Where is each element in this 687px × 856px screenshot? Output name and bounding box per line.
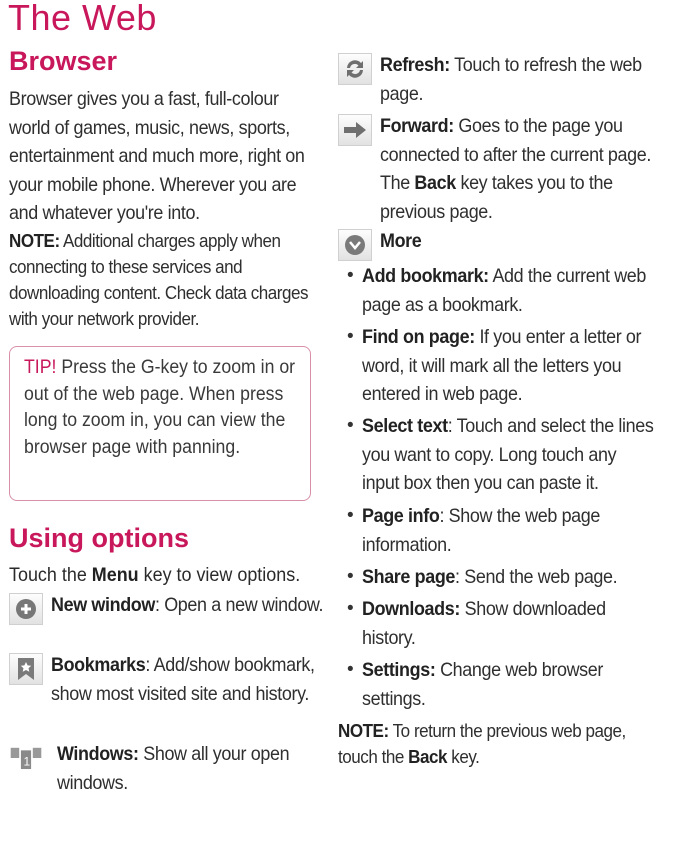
more-chevron-icon	[338, 229, 372, 261]
bullet-dot: •	[347, 265, 354, 286]
more-item-label: Downloads:	[362, 598, 460, 620]
more-item-text	[362, 563, 656, 592]
options-intro	[9, 561, 313, 589]
more-item-label: Page info	[362, 505, 440, 527]
more-item-label: Share page	[362, 566, 456, 588]
more-item-label: Find on page:	[362, 326, 475, 348]
note-label: NOTE:	[338, 720, 389, 741]
note-text: Additional charges apply when connecting to these services and downloading content. Check data charges with your network provider.	[9, 230, 309, 329]
more-item-desc: Change web browser settings.	[362, 659, 603, 710]
bookmark-star-icon	[9, 653, 43, 685]
option-desc: Open a new window.	[164, 594, 324, 616]
option-more-text	[380, 227, 656, 256]
more-item-label: Settings:	[362, 659, 436, 681]
option-desc-post: key takes you to the previous page.	[380, 172, 613, 223]
more-item-sep: :	[439, 505, 449, 527]
browser-heading: Browser	[9, 46, 118, 76]
more-item-label: Add bookmark:	[362, 265, 489, 287]
more-item-label: Select text	[362, 415, 448, 437]
more-item-desc: Add the current web page as a bookmark.	[362, 265, 647, 316]
bullet-dot: •	[347, 659, 354, 680]
plus-circle-icon	[9, 593, 43, 625]
option-label: Windows:	[57, 743, 139, 765]
option-bookmarks-text	[51, 651, 327, 708]
option-windows-text	[57, 740, 333, 797]
more-item-desc: Show the web page information.	[362, 505, 601, 556]
bullet-dot: •	[347, 598, 354, 619]
tip-box	[9, 346, 311, 501]
windows-icon	[9, 742, 43, 774]
more-item-text	[362, 412, 656, 498]
bullet-dot: •	[347, 326, 354, 347]
option-label: New window	[51, 594, 155, 616]
option-sep: :	[154, 594, 165, 616]
options-note	[338, 718, 646, 770]
option-desc: Add/show bookmark, show most visited site and history.	[51, 654, 315, 705]
more-item-text	[362, 323, 656, 409]
bullet-dot: •	[347, 415, 354, 436]
option-label: More	[380, 230, 422, 252]
options-intro-post: key to view options.	[138, 564, 301, 586]
bullet-dot: •	[347, 566, 354, 587]
menu-key: Menu	[91, 564, 139, 586]
bullet-dot: •	[347, 505, 354, 526]
more-item-sep: :	[447, 415, 457, 437]
option-desc: Show all your open windows.	[57, 743, 290, 794]
option-desc: Goes to the page you connected to after the current page. The	[380, 115, 651, 194]
option-new-window-text	[51, 591, 327, 620]
more-item-text	[362, 262, 656, 319]
option-label: Bookmarks	[51, 654, 146, 676]
svg-text:1: 1	[23, 754, 31, 769]
more-item-sep: :	[455, 566, 465, 588]
more-item-text	[362, 502, 656, 559]
page-title: The Web	[8, 0, 157, 38]
back-key: Back	[408, 746, 448, 767]
more-item-desc: If you enter a letter or word, it will mark all the letters you entered in web page.	[362, 326, 642, 405]
note-pre: To return the previous web page, touch the	[338, 720, 626, 767]
forward-arrow-icon	[338, 114, 372, 146]
option-forward-text	[380, 112, 656, 226]
more-item-desc: Show downloaded history.	[362, 598, 606, 649]
option-desc: Touch to refresh the web page.	[380, 54, 642, 105]
tip-text	[24, 355, 303, 461]
option-refresh-text	[380, 51, 656, 108]
option-label: Refresh:	[380, 54, 450, 76]
tip-body: Press the G-key to zoom in or out of the web page. When press long to zoom in, you can view the browser page with panning.	[24, 357, 296, 458]
browser-intro: Browser gives you a fast, full-colour world of games, music, news, sports, entertainment and much more, right on your mobile phone. Wherever you are and whatever you're into.	[9, 88, 305, 224]
option-sep: :	[145, 654, 154, 676]
more-item-desc: Send the web page.	[464, 566, 618, 588]
more-item-text	[362, 656, 656, 713]
options-heading: Using options	[9, 523, 189, 553]
note-label: NOTE:	[9, 230, 60, 251]
refresh-icon	[338, 53, 372, 85]
more-item-text	[362, 595, 656, 652]
more-item-desc: Touch and select the lines you want to copy. Long touch any input box then you can paste it.	[362, 415, 654, 494]
back-key: Back	[414, 172, 456, 194]
options-intro-pre: Touch the	[9, 564, 92, 586]
option-label: Forward:	[380, 115, 454, 137]
tip-label: TIP!	[24, 357, 57, 378]
note-post: key.	[447, 746, 480, 767]
browser-note	[9, 228, 317, 332]
